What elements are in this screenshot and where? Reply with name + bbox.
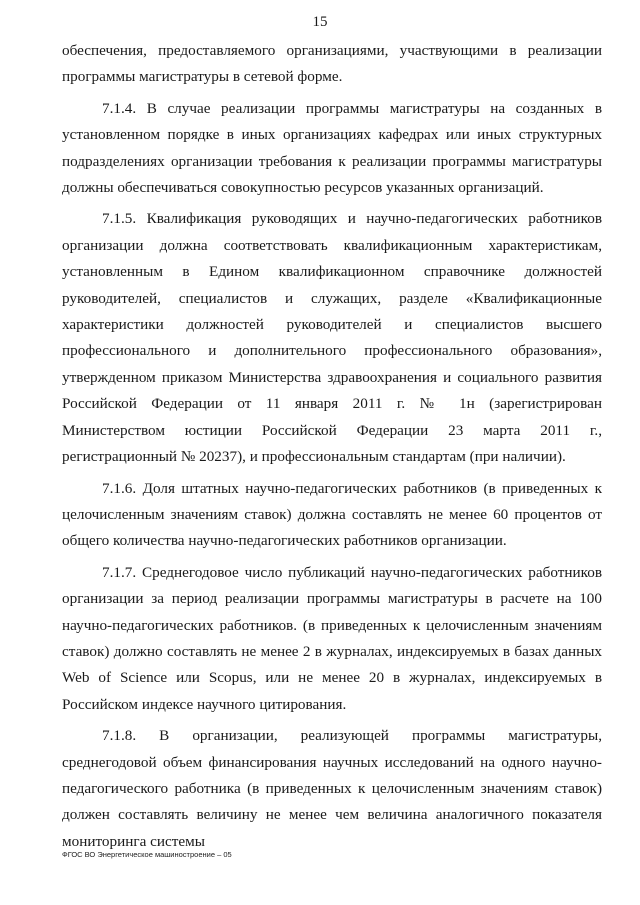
paragraph-7-1-7: 7.1.7. Среднегодовое число публикаций научно-педагогических работников организации за период реализации программы магистратуры в расчете на 100 научно-педагогических работников. (в приведенных к целочисленным значениям ставок) должно составлять не менее 2 в журналах, индексируемых в базах данных Web of Science или Scopus, или не менее 20 в журналах, индексируемых в Российском индексе научного цитирования. <box>62 563 602 713</box>
paragraph-7-1-4: 7.1.4. В случае реализации программы магистратуры на созданных в установленном порядке в иных организациях кафедрах или иных структурных подразделениях организации требования к реализации программы магистратуры должны обеспечиваться совокупностью ресурсов указанных организаций. <box>62 99 602 197</box>
paragraph-continuation: обеспечения, предоставляемого организациями, участвующими в реализации программы магистратуры в сетевой форме. <box>62 42 602 86</box>
paragraph-7-1-5: 7.1.5. Квалификация руководящих и научно-педагогических работников организации должна соответствовать квалификационным характеристикам, установленным в Едином квалификационном справочнике должностей руководителей, специалистов и служащих, разделе «Квалификационные характеристики должностей руководителей и специалистов высшего профессионального и дополнительного профессионального образования», утвержденном приказом Министерства здравоохранения и социального развития Российской Федерации от 11 января 2011 г. № 1н (зарегистрирован Министерством юстиции Российской Федерации 23 марта 2011 г., регистрационный № 20237), и профессиональным стандартам (при наличии). <box>62 210 602 466</box>
page-number: 15 <box>312 14 328 30</box>
paragraph-7-1-8: 7.1.8. В организации, реализующей программы магистратуры, среднегодовой объем финансирования научных исследований на одного научно-педагогического работника (в приведенных к целочисленным значениям ставок) должен составлять величину не менее чем величина аналогичного показателя мониторинга системы <box>62 727 602 850</box>
document-body <box>62 38 602 860</box>
document-footer: ФГОС ВО Энергетическое машиностроение – 05 <box>62 850 232 859</box>
paragraph-7-1-6: 7.1.6. Доля штатных научно-педагогических работников (в приведенных к целочисленным значениям ставок) должна составлять не менее 60 процентов от общего количества научно-педагогических работников организации. <box>62 479 602 550</box>
